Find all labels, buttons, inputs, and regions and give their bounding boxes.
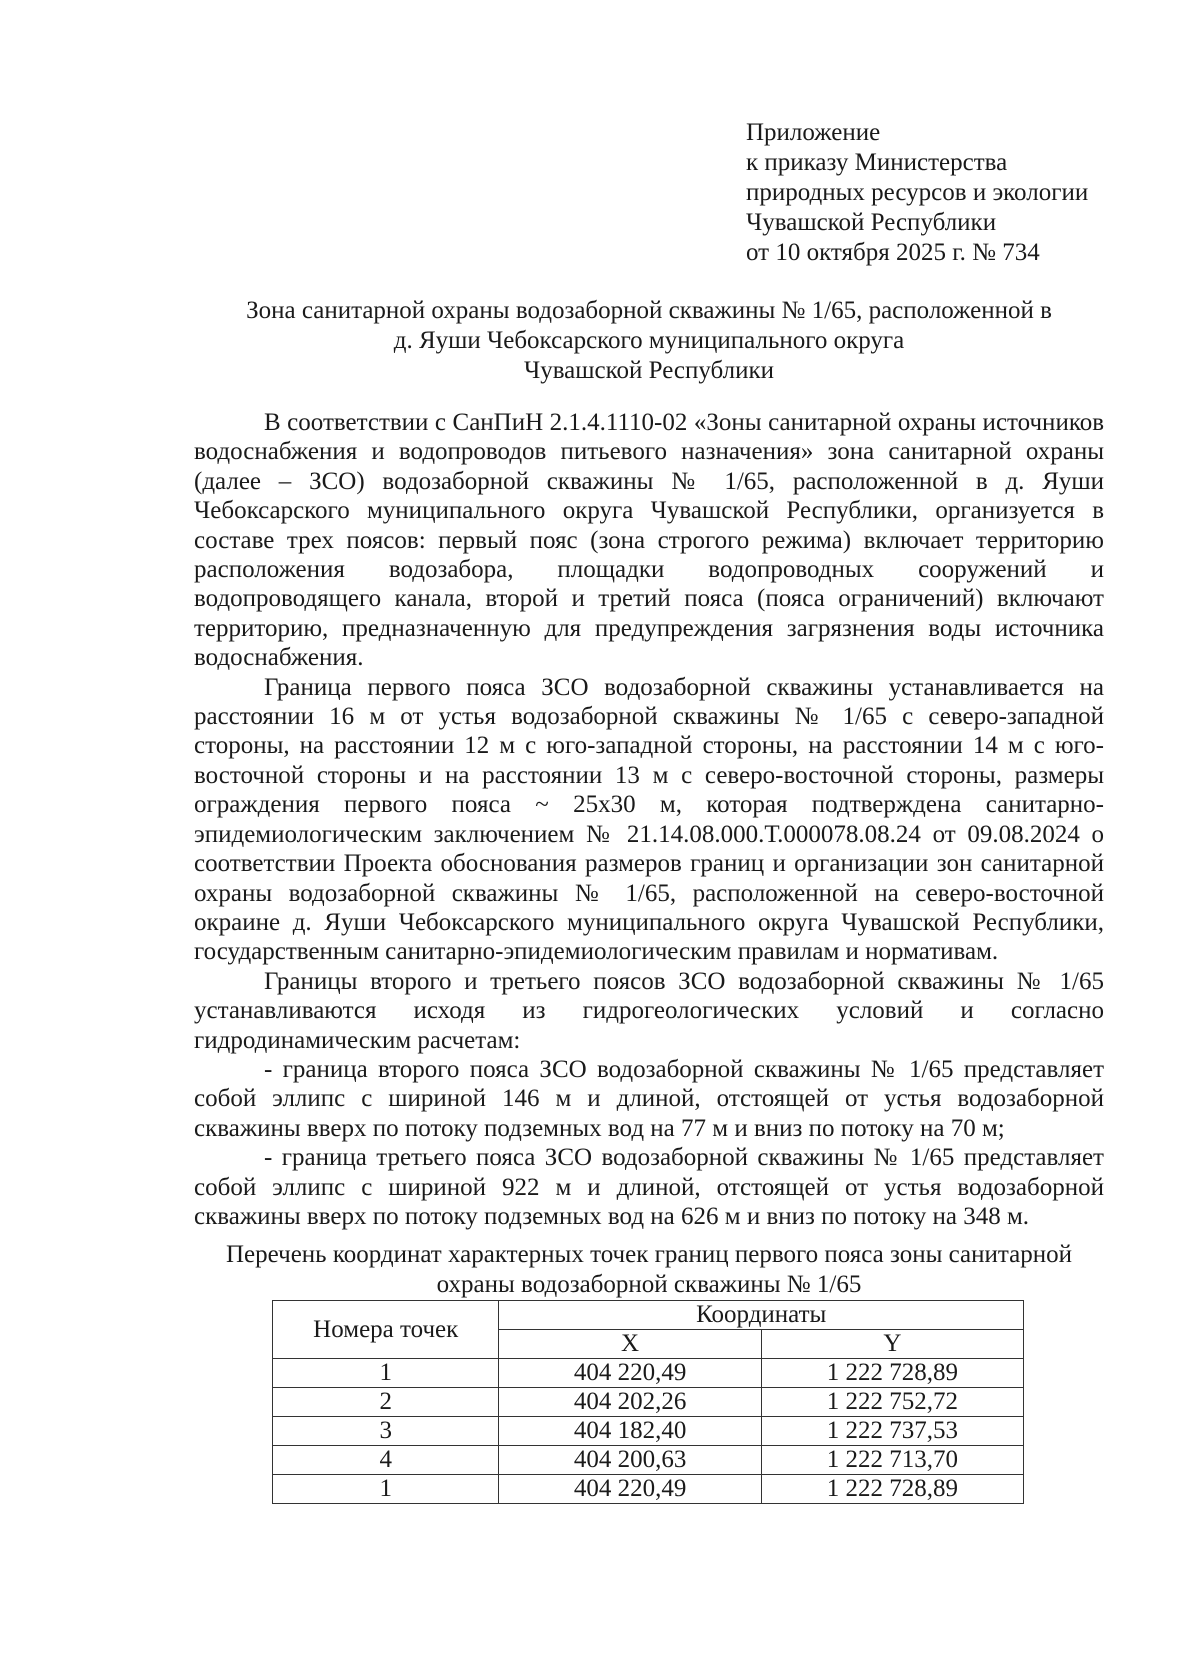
cell-point: 1 [273,1475,499,1504]
cell-x: 404 220,49 [499,1359,761,1388]
table-header-row [273,1301,1024,1330]
table-row [273,1446,1024,1475]
document-title [194,296,1104,386]
cell-x: 404 200,63 [499,1446,761,1475]
appendix-line: к приказу Министерства [746,149,1008,176]
body-paragraph: Граница первого пояса ЗСО водозаборной скважины устанавливается на расстоянии 16 м от устья водозаборной скважины № 1/65 с северо-западной стороны, на расстоянии 12 м с юго-западной стороны, на расстоянии 14 м с юго-восточной стороны и на расстоянии 13 м с северо-восточной стороны, размеры ограждения первого пояса ~ 25х30 м, которая подтверждена санитарно-эпидемиологическим заключением № 21.14.08.000.Т.000078.08.24 от 09.08.2024 о соответствии Проекта обоснования размеров границ и организации зон санитарной охраны водозаборной скважины № 1/65, расположенной на северо-восточной окраине д. Яуши Чебоксарского муниципального округа Чувашской Республики, государственным санитарно-эпидемиологическим правилам и нормативам. [194,673,1104,966]
title-line: д. Яуши Чебоксарского муниципального округа [393,327,905,354]
appendix-line: от 10 октября 2025 г. № 734 [746,239,1040,266]
cell-point: 1 [273,1359,499,1388]
appendix-line: Чувашской Республики [746,209,997,236]
cell-point: 4 [273,1446,499,1475]
appendix-line: природных ресурсов и экологии [746,179,1089,206]
table-row [273,1388,1024,1417]
header-x: X [499,1330,761,1359]
appendix-line: Приложение [746,119,881,146]
table-row [273,1475,1024,1504]
table-row [273,1417,1024,1446]
caption-line: Перечень координат характерных точек границ первого пояса зоны санитарной [226,1241,1072,1268]
cell-y: 1 222 737,53 [761,1417,1023,1446]
table-caption [194,1240,1104,1300]
body-paragraph: В соответствии с СанПиН 2.1.4.1110-02 «Зоны санитарной охраны источников водоснабжения и водопроводов питьевого назначения» зона санитарной охраны (далее – ЗСО) водозаборной скважины № 1/65, расположенной в д. Яуши Чебоксарского муниципального округа Чувашской Республики, организуется в составе трех поясов: первый пояс (зона строгого режима) включает территорию расположения водозабора, площадки водопроводных сооружений и водопроводящего канала, второй и третий пояса (пояса ограничений) включают территорию, предназначенную для предупреждения загрязнения воды источника водоснабжения. [194,409,1104,672]
caption-line: охраны водозаборной скважины № 1/65 [436,1271,862,1298]
cell-y: 1 222 728,89 [761,1359,1023,1388]
cell-y: 1 222 752,72 [761,1388,1023,1417]
cell-point: 2 [273,1388,499,1417]
header-coordinates: Координаты [499,1301,1024,1330]
cell-y: 1 222 728,89 [761,1475,1023,1504]
header-y: Y [761,1330,1023,1359]
cell-x: 404 202,26 [499,1388,761,1417]
cell-x: 404 182,40 [499,1417,761,1446]
body-paragraph: Границы второго и третьего поясов ЗСО водозаборной скважины № 1/65 устанавливаются исходя из гидрогеологических условий и согласно гидродинамическим расчетам: [194,967,1104,1054]
cell-x: 404 220,49 [499,1475,761,1504]
title-line: Чувашской Республики [523,357,775,384]
title-line: Зона санитарной охраны водозаборной скважины № 1/65, расположенной в [246,297,1052,324]
header-points: Номера точек [273,1301,499,1359]
body-paragraph: - граница второго пояса ЗСО водозаборной скважины № 1/65 представляет собой эллипс с шириной 146 м и длиной, отстоящей от устья водозаборной скважины вверх по потоку подземных вод на 77 м и вниз по потоку на 70 м; [194,1055,1104,1142]
appendix-block [746,118,1088,268]
cell-y: 1 222 713,70 [761,1446,1023,1475]
document-body [194,408,1104,1231]
body-paragraph: - граница третьего пояса ЗСО водозаборной скважины № 1/65 представляет собой эллипс с шириной 922 м и длиной, отстоящей от устья водозаборной скважины вверх по потоку подземных вод на 626 м и вниз по потоку на 348 м. [194,1144,1104,1230]
table-row [273,1359,1024,1388]
coordinates-table [272,1300,1024,1504]
cell-point: 3 [273,1417,499,1446]
